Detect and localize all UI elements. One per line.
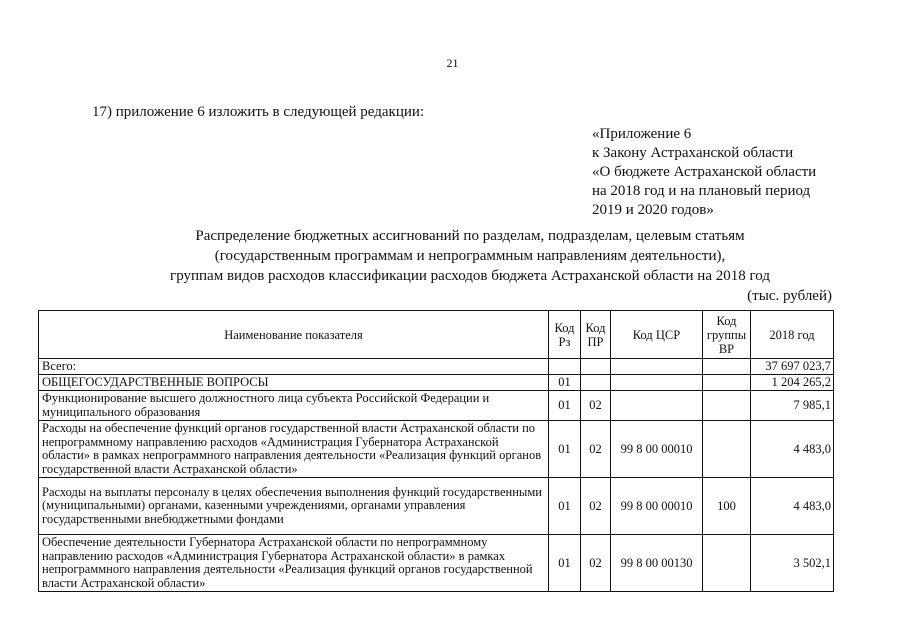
row-sum: 37 697 023,7 [751, 359, 834, 375]
header-csr: Код ЦСР [611, 311, 703, 359]
budget-table [38, 310, 834, 592]
row-vr: 100 [703, 478, 751, 535]
row-csr: 99 8 00 00010 [611, 421, 703, 478]
appendix-line: «Приложение 6 [592, 126, 692, 142]
table-header-row [39, 311, 834, 359]
header-vr: Код группы ВР [703, 311, 751, 359]
row-vr [703, 391, 751, 421]
table-row [39, 535, 834, 592]
title-line: группам видов расходов классификации расходов бюджета Астраханской области на 2018 год [170, 268, 770, 284]
table-row [39, 391, 834, 421]
row-sum: 4 483,0 [751, 478, 834, 535]
row-name: Обеспечение деятельности Губернатора Астраханской области по непрограммному направлению расходов «Администрация Губернатора Астраханской области» в рамках непрограммного направления деятельности «Реализация функций органов государственной власти Астраханской области» [39, 535, 549, 592]
table-row [39, 375, 834, 391]
row-pr: 02 [581, 391, 611, 421]
page-number: 21 [446, 56, 459, 70]
row-sum: 1 204 265,2 [751, 375, 834, 391]
row-pr [581, 375, 611, 391]
row-vr [703, 421, 751, 478]
title-line: (государственным программам и непрограммным направлениям деятельности), [214, 248, 726, 264]
row-name: Всего: [39, 359, 549, 375]
row-name: ОБЩЕГОСУДАРСТВЕННЫЕ ВОПРОСЫ [39, 375, 549, 391]
row-rz [549, 359, 581, 375]
row-sum: 4 483,0 [751, 421, 834, 478]
row-csr [611, 375, 703, 391]
header-name: Наименование показателя [39, 311, 549, 359]
row-vr [703, 375, 751, 391]
document-title [40, 226, 900, 286]
table-row [39, 421, 834, 478]
header-rz: Код Рз [549, 311, 581, 359]
row-sum: 7 985,1 [751, 391, 834, 421]
header-year: 2018 год [751, 311, 834, 359]
units-label: (тыс. рублей) [747, 288, 832, 304]
row-pr [581, 359, 611, 375]
appendix-line: «О бюджете Астраханской области [592, 164, 817, 180]
row-rz: 01 [549, 391, 581, 421]
row-name: Расходы на обеспечение функций органов государственной власти Астраханской области по непрограммному направлению расходов «Администрация Губернатора Астраханской области» в рамках непрограммного направления деятельности «Реализация функций органов государственной власти Астраханской области» [39, 421, 549, 478]
row-rz: 01 [549, 421, 581, 478]
row-rz: 01 [549, 478, 581, 535]
row-pr: 02 [581, 478, 611, 535]
amendment-intro: 17) приложение 6 изложить в следующей редакции: [92, 104, 425, 120]
row-csr [611, 359, 703, 375]
row-rz: 01 [549, 375, 581, 391]
title-line: Распределение бюджетных ассигнований по разделам, подразделам, целевым статьям [195, 228, 745, 244]
table-row [39, 359, 834, 375]
row-csr [611, 391, 703, 421]
row-csr: 99 8 00 00130 [611, 535, 703, 592]
row-pr: 02 [581, 535, 611, 592]
appendix-line: к Закону Астраханской области [592, 145, 794, 161]
header-pr: Код ПР [581, 311, 611, 359]
appendix-line: 2019 и 2020 годов» [592, 202, 714, 218]
row-pr: 02 [581, 421, 611, 478]
row-sum: 3 502,1 [751, 535, 834, 592]
appendix-reference [592, 125, 816, 220]
row-vr [703, 359, 751, 375]
row-name: Функционирование высшего должностного лица субъекта Российской Федерации и муниципального образования [39, 391, 549, 421]
row-name: Расходы на выплаты персоналу в целях обеспечения выполнения функций государственными (муниципальными) органами, казенными учреждениями, органами управления государственными внебюджетными фондами [39, 478, 549, 535]
row-rz: 01 [549, 535, 581, 592]
appendix-line: на 2018 год и на плановый период [592, 183, 811, 199]
row-csr: 99 8 00 00010 [611, 478, 703, 535]
table-row [39, 478, 834, 535]
row-vr [703, 535, 751, 592]
